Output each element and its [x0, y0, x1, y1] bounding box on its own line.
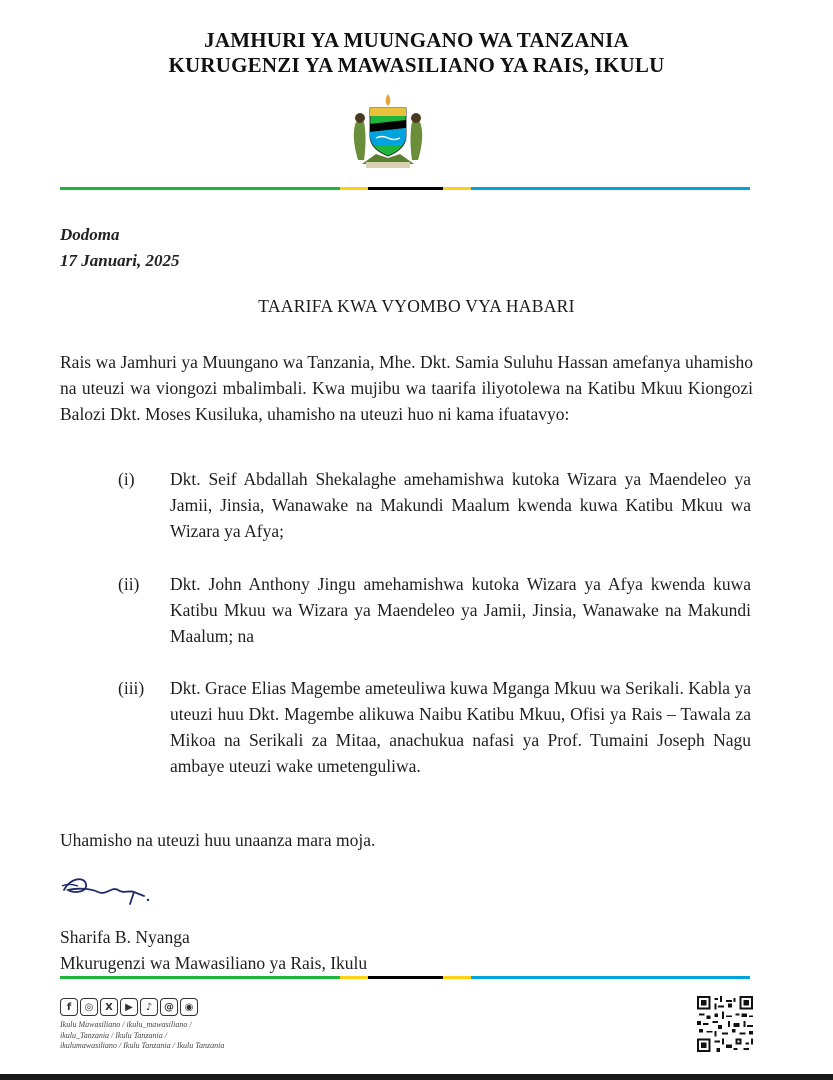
header-republic-name: JAMHURI YA MUUNGANO WA TANZANIA: [204, 28, 629, 52]
flag-divider-top: [60, 187, 750, 190]
closing-paragraph: Uhamisho na uteuzi huu unaanza mara moja.: [60, 830, 376, 850]
divider-green-segment: [60, 187, 340, 190]
divider-yellow-segment: [443, 976, 471, 979]
qr-code-icon[interactable]: [697, 996, 753, 1052]
signer-title: Mkurugenzi wa Mawasiliano ya Rais, Ikulu: [60, 953, 368, 973]
social-handles-line: Ikulu Mawasiliano / ikulu_mawasiliano /: [60, 1020, 192, 1029]
dateline-date: 17 Januari, 2025: [60, 251, 180, 270]
signer-name: Sharifa B. Nyanga: [60, 927, 190, 947]
threads-icon[interactable]: @: [160, 998, 178, 1016]
divider-yellow-segment: [340, 976, 368, 979]
podcast-icon[interactable]: ◉: [180, 998, 198, 1016]
divider-yellow-segment: [443, 187, 471, 190]
dateline-place: Dodoma: [60, 225, 120, 244]
instagram-icon[interactable]: ◎: [80, 998, 98, 1016]
x-icon[interactable]: X: [100, 998, 118, 1016]
list-item-text: Dkt. John Anthony Jingu amehamishwa kutoka Wizara ya Afya kwenda kuwa Katibu Mkuu wa Wizara ya Maendeleo ya Jamii, Jinsia, Wanawake na Makundi Maalum; na: [170, 574, 751, 646]
divider-blue-segment: [471, 976, 750, 979]
header-directorate-name: KURUGENZI YA MAWASILIANO YA RAIS, IKULU: [168, 53, 665, 77]
list-item-number: (ii): [118, 574, 140, 594]
tiktok-icon[interactable]: ♪: [140, 998, 158, 1016]
list-item-text: Dkt. Seif Abdallah Shekalaghe amehamishwa kutoka Wizara ya Maendeleo ya Jamii, Jinsia, Wanawake na Makundi Maalum kwenda kuwa Katibu Mkuu wa Wizara ya Afya;: [170, 469, 751, 541]
coat-of-arms-icon: [346, 92, 430, 170]
list-item-number: (iii): [118, 678, 145, 698]
social-handles-line: ikulu_Tanzania / Ikulu Tanzania /: [60, 1030, 167, 1040]
dateline: [60, 222, 180, 274]
document-title: TAARIFA KWA VYOMBO VYA HABARI: [258, 296, 575, 316]
social-icons-row: [60, 998, 198, 1016]
divider-green-segment: [60, 976, 340, 979]
youtube-icon[interactable]: ▶: [120, 998, 138, 1016]
image-bottom-border: [0, 1074, 833, 1080]
social-handles: [60, 1020, 300, 1052]
divider-black-segment: [368, 187, 443, 190]
divider-yellow-segment: [340, 187, 368, 190]
divider-blue-segment: [471, 187, 750, 190]
intro-paragraph: Rais wa Jamhuri ya Muungano wa Tanzania, Mhe. Dkt. Samia Suluhu Hassan amefanya uhamisho na uteuzi wa viongozi mbalimbali. Kwa mujibu wa taarifa iliyotolewa na Katibu Mkuu Kiongozi Balozi Dkt. Moses Kusiluka, uhamisho na uteuzi huo ni kama ifuatavyo:: [60, 352, 753, 424]
facebook-icon[interactable]: f: [60, 998, 78, 1016]
divider-black-segment: [368, 976, 443, 979]
list-item-text: Dkt. Grace Elias Magembe ameteuliwa kuwa Mganga Mkuu wa Serikali. Kabla ya uteuzi huu Dkt. Magembe alikuwa Naibu Katibu Mkuu, Ofisi ya Rais – Tawala za Mikoa na Serikali za Mitaa, anachukua nafasi ya Prof. Tumaini Joseph Nagu ambaye uteuzi wake umetenguliwa.: [170, 678, 751, 776]
flag-divider-bottom: [60, 976, 750, 979]
list-item-number: (i): [118, 469, 135, 489]
social-handles-line: ikulumawasiliano / Ikulu Tanzania / Ikulu Tanzania: [60, 1041, 225, 1050]
signature-mark: [56, 870, 156, 920]
